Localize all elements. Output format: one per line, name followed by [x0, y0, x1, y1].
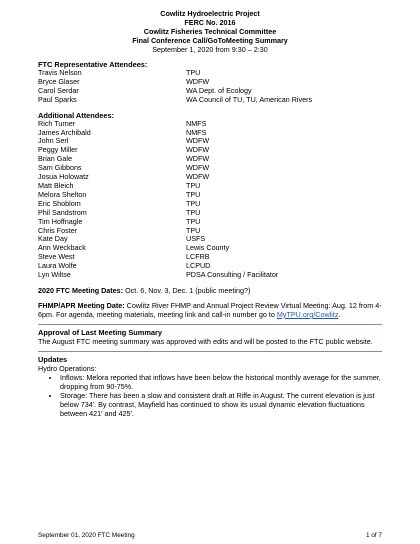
attendee-name: Eric Shoblom — [38, 198, 81, 208]
attendee-organization: LCFRB — [186, 252, 210, 262]
updates-bullet-list — [38, 373, 382, 418]
attendee-organization: TPU — [186, 68, 201, 77]
attendee-row — [38, 227, 382, 236]
attendee-row — [38, 146, 382, 155]
ferc-number: FERC No. 2016 — [184, 18, 236, 27]
attendee-row — [38, 253, 382, 262]
project-title: Cowlitz Hydroelectric Project — [160, 9, 260, 18]
attendee-organization: PDSA Consulting / Facilitator — [186, 270, 279, 280]
attendee-organization: WDFW — [186, 145, 210, 155]
attendee-row — [38, 155, 382, 164]
attendee-organization: TPU — [186, 207, 201, 217]
document-header — [38, 9, 382, 54]
meeting-dates-value: Oct. 6, Nov. 3, Dec. 1 (public meeting?) — [125, 285, 251, 295]
attendee-row — [38, 96, 382, 105]
list-item: • Storage: There has been a slow and consistent draft at Riffe in August. The current elevation is just below 734'. By contrast, Mayfield has continued to show its usual dynamic elevation fluctuations between 421' and 425'. — [60, 391, 382, 418]
attendee-name: Tim Hoffnagle — [38, 216, 83, 226]
attendee-row — [38, 271, 382, 280]
fhmp-paragraph — [38, 301, 382, 319]
attendee-row — [38, 244, 382, 253]
meeting-dates-label: 2020 FTC Meeting Dates: — [38, 285, 124, 295]
footer-meeting-label: September 01, 2020 FTC Meeting — [38, 532, 135, 539]
attendee-name: James Archibald — [38, 127, 91, 137]
attendee-name: Melora Shelton — [38, 189, 87, 199]
attendee-organization: NMFS — [186, 118, 207, 128]
attendee-organization: WDFW — [186, 136, 210, 146]
attendee-organization: TPU — [186, 198, 201, 208]
attendee-organization: TPU — [186, 180, 201, 190]
attendee-organization: WDFW — [186, 154, 210, 164]
ftc-representatives-section — [38, 60, 382, 105]
additional-attendees-list — [38, 120, 382, 280]
attendee-name: Matt Bleich — [38, 180, 74, 190]
attendee-row — [38, 200, 382, 209]
attendee-row — [38, 129, 382, 138]
attendee-row — [38, 137, 382, 146]
attendee-row — [38, 191, 382, 200]
fhmp-label: FHMP/APR Meeting Date: — [38, 300, 125, 310]
ftc-representatives-list — [38, 69, 382, 105]
attendee-row — [38, 164, 382, 173]
mytpu-link[interactable]: MyTPU.org/Cowlitz — [276, 309, 339, 319]
attendee-organization: WDFW — [186, 163, 210, 173]
attendee-organization: TPU — [186, 216, 201, 226]
list-item: • Inflows: Melora reported that inflows have been below the historical monthly average for the summer, dropping from 90-75%. — [60, 373, 382, 391]
attendee-name: Chris Foster — [38, 225, 78, 235]
attendee-organization: WA Dept. of Ecology — [186, 85, 252, 95]
attendee-name: Carol Serdar — [38, 85, 79, 95]
attendee-organization: NMFS — [186, 127, 207, 137]
attendee-name: Rich Turner — [38, 118, 76, 128]
attendee-name: Ann Weckback — [38, 243, 86, 253]
summary-title: Final Conference Call/GoToMeeting Summary — [132, 36, 288, 45]
attendee-organization: WDFW — [186, 76, 210, 86]
updates-section — [38, 355, 382, 418]
attendee-name: Lyn Wiltse — [38, 270, 71, 280]
attendee-organization: TPU — [186, 189, 201, 199]
approval-text: The August FTC meeting summary was approved with edits and will be posted to the FTC public website. — [38, 336, 373, 346]
divider-2 — [38, 351, 382, 352]
attendee-organization: TPU — [186, 225, 201, 235]
attendee-organization: WDFW — [186, 172, 210, 182]
attendee-name: John Serl — [38, 136, 69, 146]
attendee-name: Brian Gale — [38, 154, 72, 164]
attendee-name: Kate Day — [38, 234, 68, 244]
attendee-name: Steve West — [38, 252, 75, 262]
approval-section — [38, 328, 382, 346]
attendee-organization: WA Council of TU, TU, American Rivers — [186, 94, 313, 104]
hydro-operations-label: Hydro Operations: — [38, 363, 97, 373]
attendee-name: Travis Nelson — [38, 68, 82, 77]
attendee-row — [38, 182, 382, 191]
attendee-organization: USFS — [186, 234, 206, 244]
updates-heading: Updates — [38, 354, 68, 364]
meeting-dates-line — [38, 286, 382, 295]
attendee-name: Bryce Glaser — [38, 76, 80, 86]
additional-attendees-heading: Additional Attendees: — [38, 110, 115, 120]
meeting-date: September 1, 2020 from 9:30 – 2:30 — [152, 45, 268, 54]
attendee-row — [38, 69, 382, 78]
fhmp-period: . — [338, 309, 341, 319]
committee-name: Cowlitz Fisheries Technical Committee — [143, 27, 277, 36]
attendee-name: Josua Holowatz — [38, 172, 89, 182]
page-number: 1 of 7 — [366, 532, 382, 539]
attendee-organization: LCPUD — [186, 261, 211, 271]
additional-attendees-section — [38, 111, 382, 280]
page-footer — [38, 532, 382, 540]
attendee-name: Paul Sparks — [38, 94, 77, 104]
approval-heading: Approval of Last Meeting Summary — [38, 327, 163, 337]
attendee-row — [38, 209, 382, 218]
ftc-representatives-heading: FTC Representative Attendees: — [38, 60, 148, 69]
attendee-name: Laura Wolfe — [38, 261, 77, 271]
attendee-row — [38, 218, 382, 227]
attendee-row — [38, 173, 382, 182]
attendee-name: Phil Sandstrom — [38, 207, 87, 217]
attendee-name: Peggy Miller — [38, 145, 78, 155]
attendee-name: Sam Gibbons — [38, 163, 82, 173]
fhmp-text: Cowlitz River FHMP and Annual Project Review Virtual Meeting: Aug. 12 from 4-6pm. For agenda, meeting materials, meeting link and call-in number go to — [38, 300, 382, 319]
attendee-organization: Lewis County — [186, 243, 230, 253]
divider-1 — [38, 324, 382, 325]
